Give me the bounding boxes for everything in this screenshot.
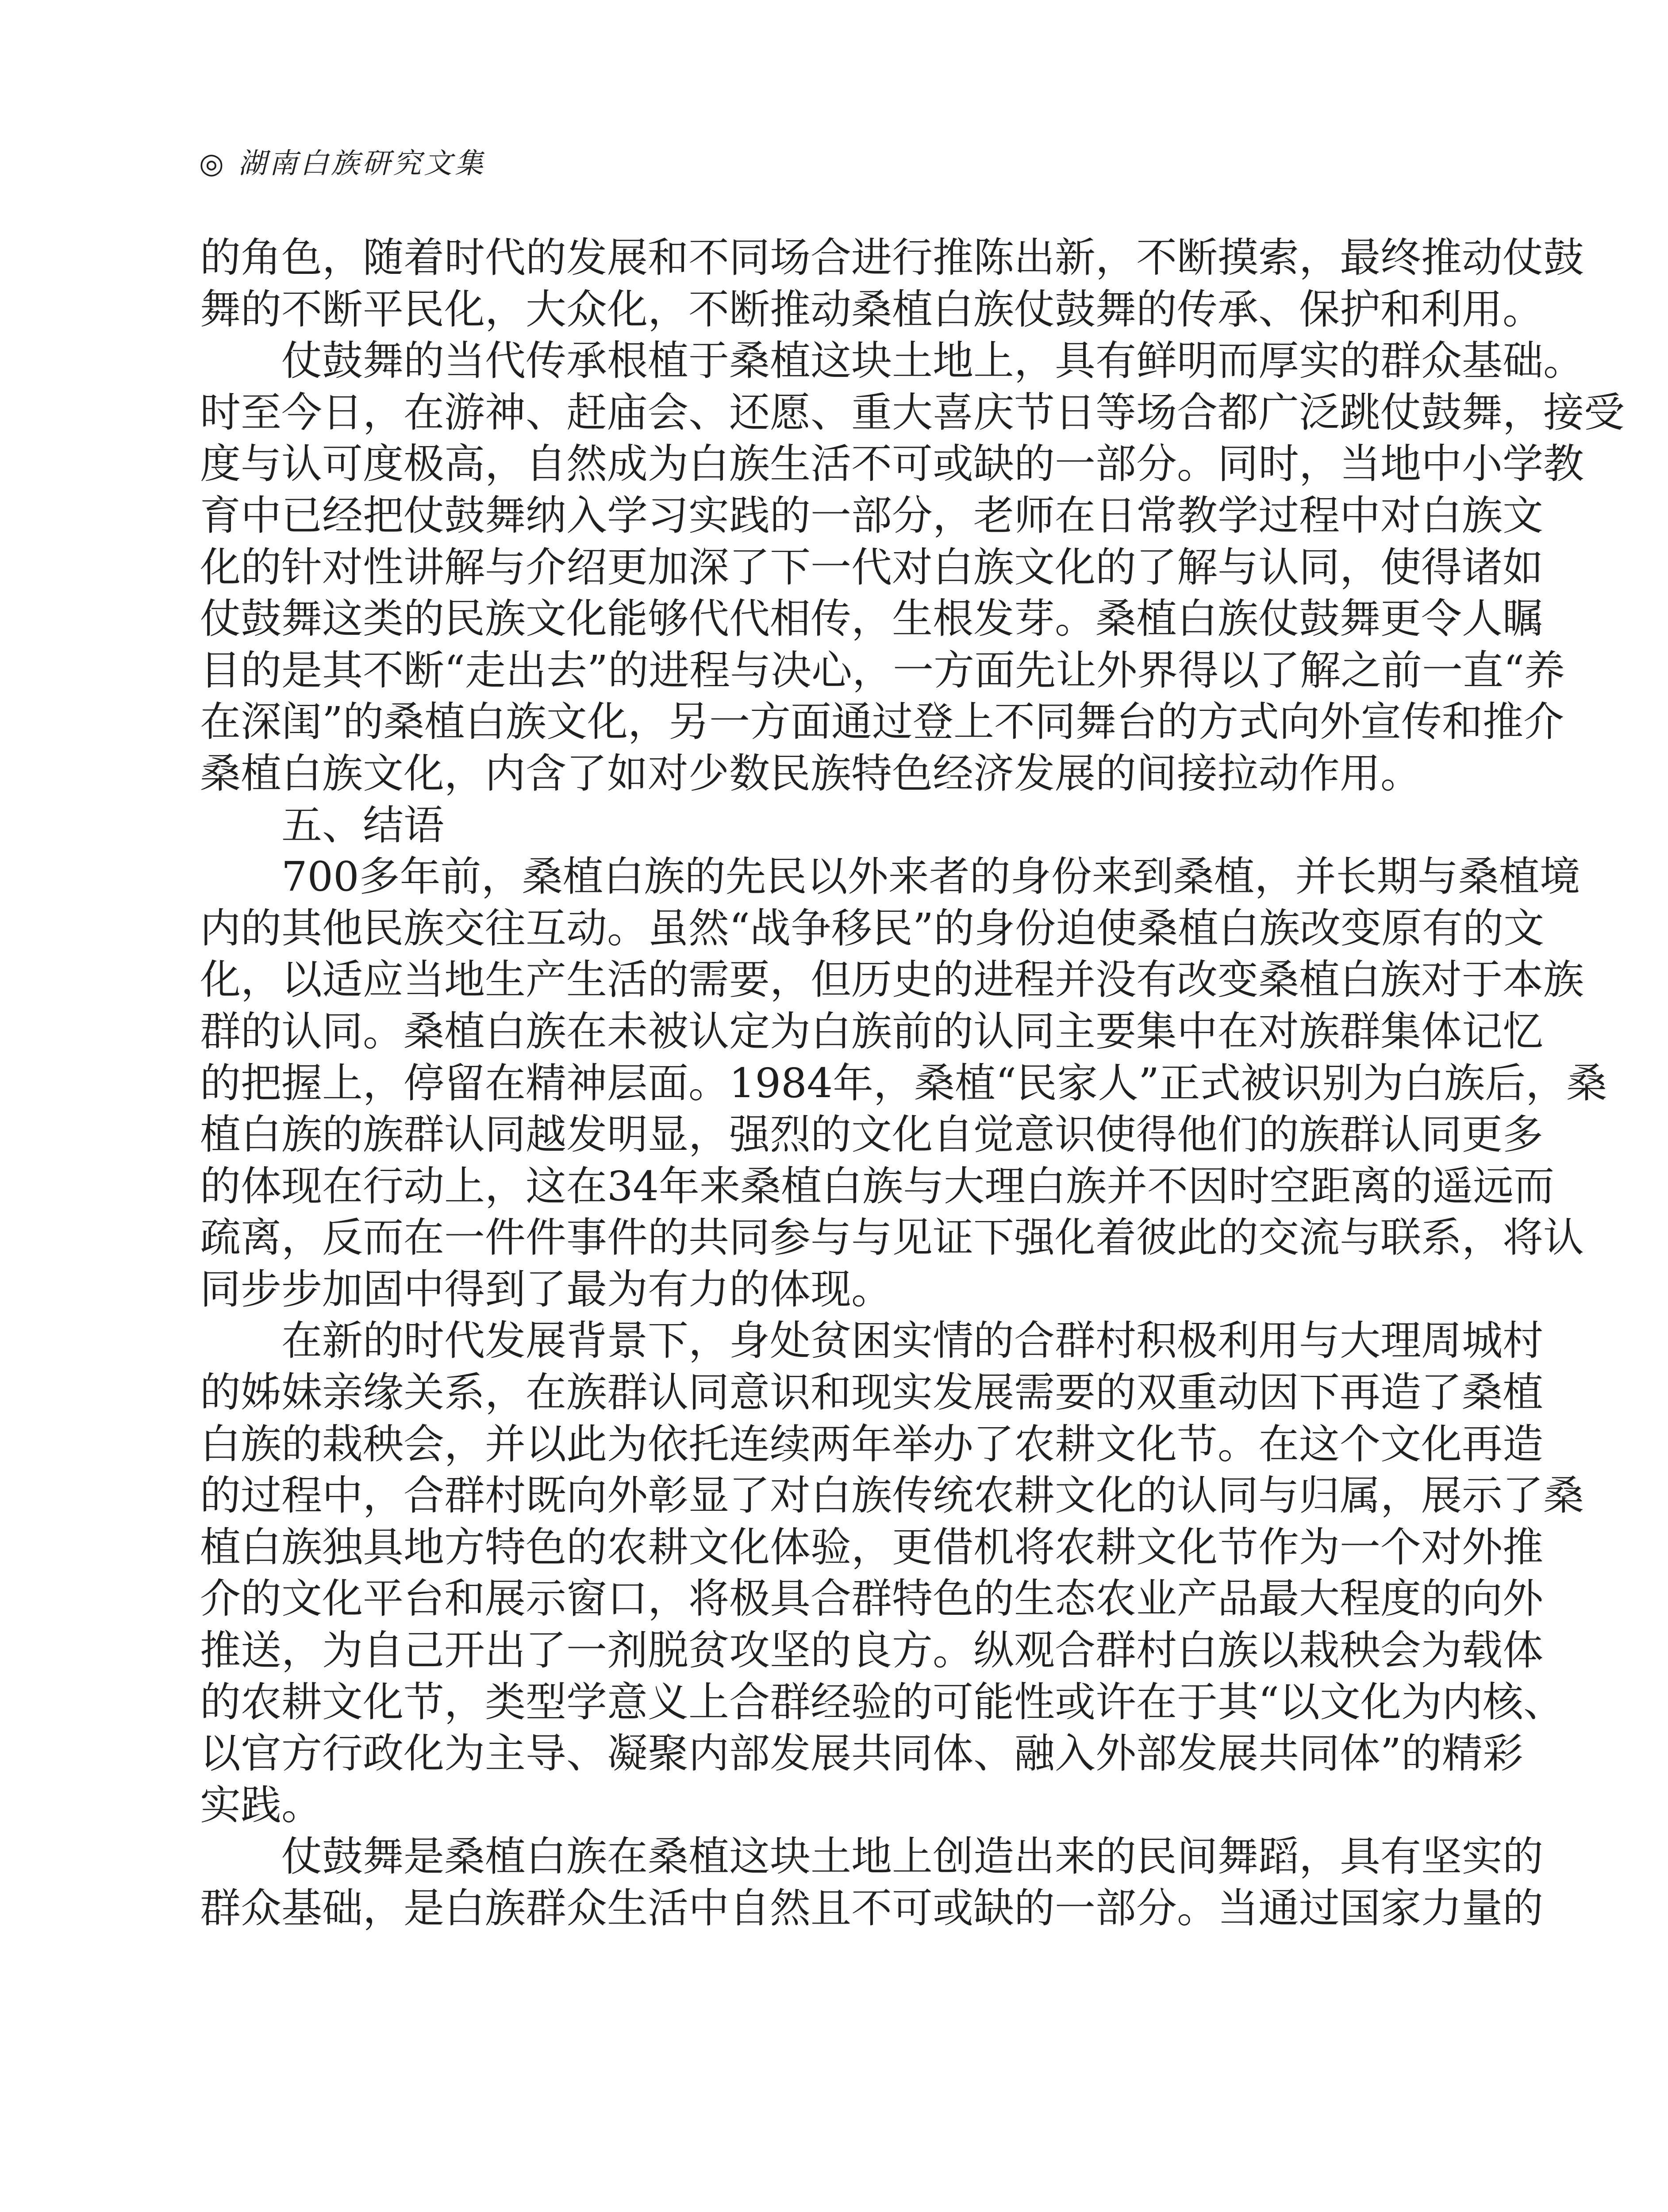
text-line: 在新的时代发展背景下，身处贫困实情的合群村积极利用与大理周城村	[281, 1317, 1544, 1365]
text-line: 时至今日，在游神、赶庙会、还愿、重大喜庆节日等场合都广泛跳仗鼓舞，接受	[200, 388, 1625, 436]
text-line: 仗鼓舞的当代传承根植于桑植这块土地上，具有鲜明而厚实的群众基础。	[281, 337, 1584, 385]
text-line: 同步步加固中得到了最为有力的体现。	[200, 1265, 892, 1313]
text-line: 仗鼓舞这类的民族文化能够代代相传，生根发芽。桑植白族仗鼓舞更令人瞩	[200, 595, 1544, 643]
section-heading: 五、结语	[281, 801, 445, 849]
text-line: 的姊妹亲缘关系，在族群认同意识和现实发展需要的双重动因下再造了桑植	[200, 1369, 1544, 1417]
text-line: 的把握上，停留在精神层面。1984年，桑植“民家人”正式被识别为白族后，桑	[200, 1059, 1607, 1107]
text-line: 以官方行政化为主导、凝聚内部发展共同体、融入外部发展共同体”的精彩	[200, 1730, 1524, 1778]
text-line: 植白族的族群认同越发明显，强烈的文化自觉意识使得他们的族群认同更多	[200, 1111, 1544, 1159]
body-text	[200, 232, 1625, 1935]
text-line: 疏离，反而在一件件事件的共同参与与见证下强化着彼此的交流与联系，将认	[200, 1214, 1584, 1262]
text-line: 植白族独具地方特色的农耕文化体验，更借机将农耕文化节作为一个对外推	[200, 1523, 1544, 1571]
text-line: 的体现在行动上，这在34年来桑植白族与大理白族并不因时空距离的遥远而	[200, 1162, 1555, 1210]
text-line: 育中已经把仗鼓舞纳入学习实践的一部分，老师在日常教学过程中对白族文	[200, 492, 1544, 539]
text-line: 的过程中，合群村既向外彰显了对白族传统农耕文化的认同与归属，展示了桑	[200, 1472, 1584, 1520]
text-line: 仗鼓舞是桑植白族在桑植这块土地上创造出来的民间舞蹈，具有坚实的	[281, 1833, 1544, 1881]
text-line: 推送，为自己开出了一剂脱贫攻坚的良方。纵观合群村白族以栽秧会为载体	[200, 1627, 1544, 1674]
text-line: 化的针对性讲解与介绍更加深了下一代对白族文化的了解与认同，使得诸如	[200, 543, 1544, 591]
text-line: 的角色，随着时代的发展和不同场合进行推陈出新，不断摸索，最终推动仗鼓	[200, 234, 1584, 281]
text-line: 介的文化平台和展示窗口，将极具合群特色的生态农业产品最大程度的向外	[200, 1575, 1544, 1623]
text-line: 桑植白族文化，内含了如对少数民族特色经济发展的间接拉动作用。	[200, 749, 1422, 797]
text-line: 白族的栽秧会，并以此为依托连续两年举办了农耕文化节。在这个文化再造	[200, 1420, 1544, 1468]
text-line: 的农耕文化节，类型学意义上合群经验的可能性或许在于其“以文化为内核、	[200, 1678, 1564, 1726]
text-line: 度与认可度极高，自然成为白族生活不可或缺的一部分。同时，当地中小学教	[200, 440, 1584, 488]
text-line: 化，以适应当地生产生活的需要，但历史的进程并没有改变桑植白族对于本族	[200, 956, 1584, 1004]
running-header: ◎ 湖南白族研究文集	[199, 147, 486, 180]
text-line: 实践。	[200, 1781, 323, 1829]
text-line: 群的认同。桑植白族在未被认定为白族前的认同主要集中在对族群集体记忆	[200, 1007, 1544, 1055]
text-line: 群众基础，是白族群众生活中自然且不可或缺的一部分。当通过国家力量的	[200, 1885, 1544, 1932]
text-line: 内的其他民族交往互动。虽然“战争移民”的身份迫使桑植白族改变原有的文	[200, 904, 1545, 952]
text-line: 目的是其不断“走出去”的进程与决心，一方面先让外界得以了解之前一直“养	[200, 646, 1565, 694]
text-line: 在深闺”的桑植白族文化，另一方面通过登上不同舞台的方式向外宣传和推介	[200, 698, 1564, 746]
text-line: 舞的不断平民化，大众化，不断推动桑植白族仗鼓舞的传承、保护和利用。	[200, 285, 1544, 333]
text-line: 700多年前，桑植白族的先民以外来者的身份来到桑植，并长期与桑植境	[281, 853, 1580, 901]
